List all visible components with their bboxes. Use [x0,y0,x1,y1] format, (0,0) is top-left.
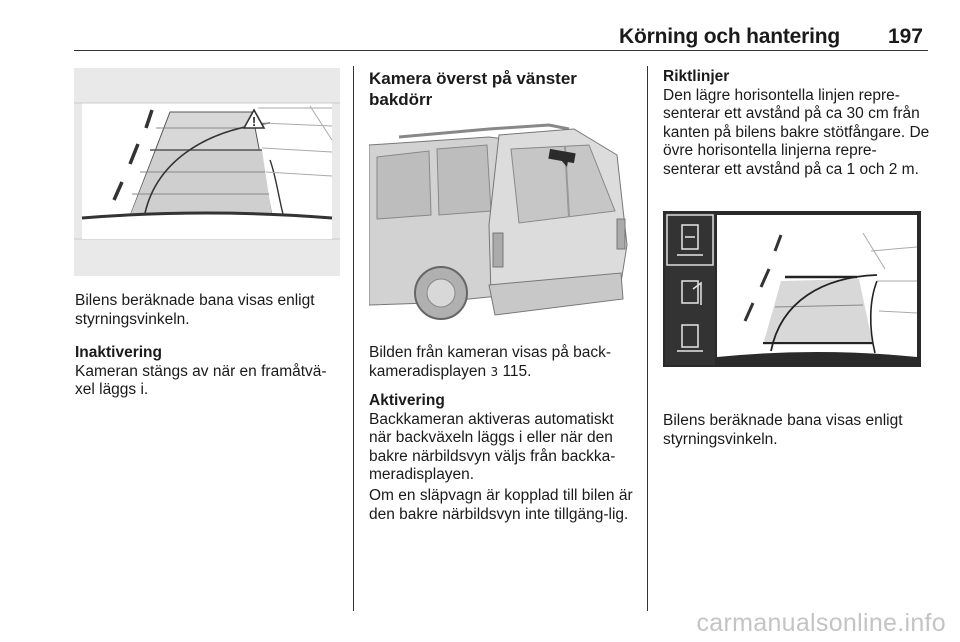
aktivering-heading: Aktivering [369,392,445,409]
inaktivering-text: Kameran stängs av när en framåtvä-xel läggs i. [75,362,327,398]
header-divider [74,50,928,51]
riktlinjer-heading: Riktlinjer [663,68,730,85]
aktivering-section [369,392,637,485]
figure-caption-2 [369,344,637,381]
display-guidelines-figure [663,211,921,367]
chapter-title: Körning och hantering [619,25,840,48]
section-heading-camera: Kamera överst på vänster bakdörr [369,69,577,109]
slapvagn-paragraph: Om en släpvagn är kopplad till bilen är den bakre närbildsvyn inte tillgäng-lig. [369,487,633,523]
van-rear-camera-figure [369,115,635,323]
inaktivering-heading: Inaktivering [75,344,162,361]
figure-caption-1: Bilens beräknade bana visas enligt styrningsvinkeln. [75,292,315,328]
column-divider-right [647,66,648,611]
watermark: carmanualsonline.info [696,609,946,637]
riktlinjer-text: Den lägre horisontella linjen repre-senterar ett avstånd på ca 30 cm från kanten på bilens bakre stötfångare. De övre horisontella linjerna repre-senterar ett avstånd på ca 1 och 2 m. [663,86,930,178]
riktlinjer-section [663,68,931,179]
aktivering-text: Backkameran aktiveras automatiskt när backväxeln läggs i eller när den bakre närbildsvyn väljs från backka-meradisplayen. [369,410,616,483]
page-number: 197 [887,25,923,48]
page-reference[interactable]: 115. [502,362,532,380]
warning-icon: ! [251,114,257,129]
rear-camera-guidelines-figure [74,68,340,276]
page-reference-arrow-icon: 3 [490,364,499,379]
inaktivering-section [75,344,343,400]
caption-2-text: Bilden från kameran visas på back-kameradisplayen [369,344,612,380]
column-divider-left [353,66,354,611]
figure-caption-3: Bilens beräknade bana visas enligt styrningsvinkeln. [663,412,903,448]
